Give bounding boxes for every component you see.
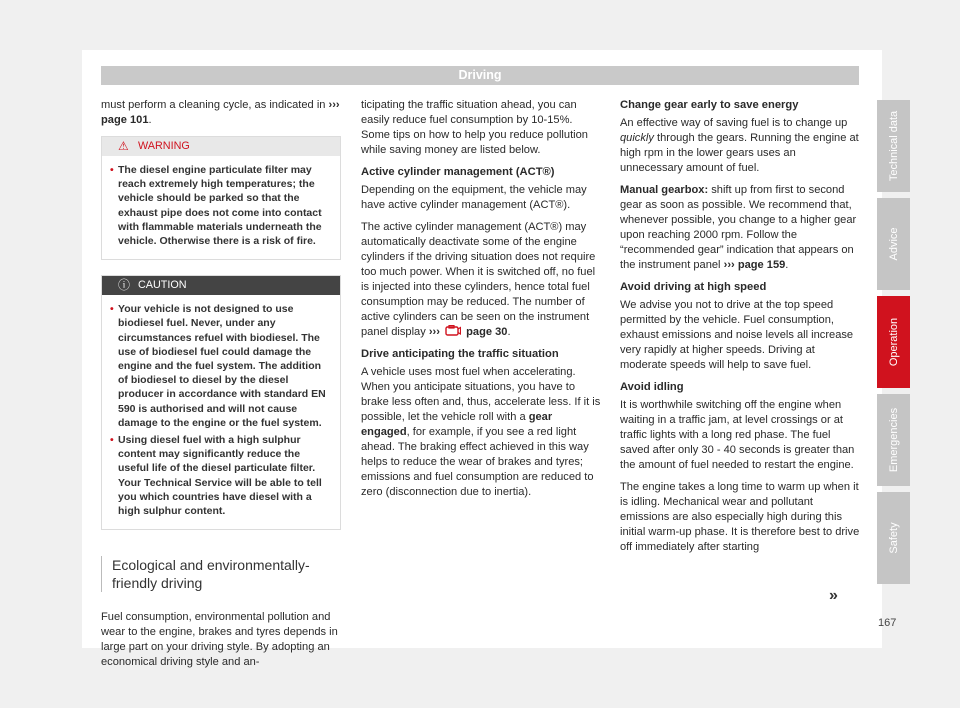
body-paragraph: We advise you not to drive at the top speed permitted by the vehicle. Fuel consumption, exhaust emissions and noise levels all increase very rapidly at higher speeds. Driving at moderate speeds will help to save fuel. [620,299,854,371]
label-manual-gearbox: Manual gearbox: [620,184,709,196]
warning-box [101,136,341,260]
caution-info-icon: ⓘ [118,278,131,293]
body-paragraph: Manual gearbox: shift up from first to second gear as soon as possible. We recommend that, whenever possible, you change to a higher gear upon reaching 2000 rpm. Follow the “recommended gear” indication that appears on the instrument panel ››› page 159. [620,184,857,271]
caution-header: ⓘ CAUTION [102,276,340,295]
subheading-act: Active cylinder management (ACT®) [361,166,555,178]
continued-marker: » [829,587,838,604]
page-link-101[interactable]: page 101 [101,114,149,126]
body-paragraph: The engine takes a long time to warm up when it is idling. Mechanical wear and pollutant emissions are also especially high during this initial warm-up phase. It is therefore best to drive off immediately after starting [620,481,860,553]
warning-body [102,156,340,259]
tab-technical-data[interactable]: Technical data [877,100,910,192]
subheading-speed: Avoid driving at high speed [620,281,767,293]
page-header: Driving [101,66,859,85]
body-paragraph: A vehicle uses most fuel when accelerating. When you anticipate situations, you have to brake less often and, thus, accelerate less. If it is possible, let the vehicle roll with a gear engaged, for example, if you see a red light ahead. The braking effect achieved in this way helps to reduce the wear of brakes and tyres; emissions and fuel consumption are reduced to zero (disconnection due to inertia). [361,366,601,498]
body-paragraph: The active cylinder management (ACT®) may automatically deactivate some of the engine cylinders if the driving situation does not require too much power. When it is switched off, no fuel is injected into these cylinders, hence total fuel consumption may be reduced. The number of active cylinders can be seen on the instrument panel display ››› page 30. [361,221,596,338]
tab-operation[interactable]: Operation [877,296,910,388]
display-camera-icon [445,325,461,336]
warning-header: ⚠ WARNING [102,137,340,156]
ref-arrow: ››› [723,259,735,271]
subheading-gear: Change gear early to save energy [620,99,799,111]
body-paragraph: An effective way of saving fuel is to change up quickly through the gears. Running the engine at high rpm in the lower gears uses an unnecessary amount of fuel. [620,117,859,174]
tab-advice[interactable]: Advice [877,198,910,290]
column-middle [361,98,601,507]
tab-safety[interactable]: Safety [877,492,910,584]
section-title: Ecological and environmentally-friendly driving [101,556,341,592]
body-paragraph: Depending on the equipment, the vehicle may have active cylinder management (ACT®). [361,184,587,211]
warning-item: • The diesel engine particulate filter may reach extremely high temperatures; the vehicle should be parked so that the exhaust pipe does not come into contact with flammable materials underneath the vehicle. Otherwise there is a risk of fire. [110,163,332,248]
page-link-30[interactable]: page 30 [466,326,508,338]
caution-item: • Using diesel fuel with a high sulphur content may significantly reduce the useful life of the diesel particulate filter. Your Technical Service will be able to tell you which countries have diesel with a high sulphur content. [110,433,332,518]
caution-body [102,295,340,529]
warning-triangle-icon: ⚠ [118,139,129,153]
column-right [620,98,860,562]
subheading-anticipate: Drive anticipating the traffic situation [361,348,559,360]
caution-item: • Your vehicle is not designed to use biodiesel fuel. Never, under any circumstances refuel with biodiesel. The use of biodiesel fuel could damage the engine and the fuel system. The addition of biodiesel to diesel by the diesel producer in accordance with standard EN 590 is authorised and will not cause damage to the engine or the fuel system. [110,302,332,430]
body-paragraph: It is worthwhile switching off the engine when waiting in a traffic jam, at level crossings or at traffic lights with a long red phase. The fuel saved after only 30 - 40 seconds is greater than the amount of fuel needed to restart the engine. [620,399,855,471]
caution-box [101,275,341,530]
subheading-idle: Avoid idling [620,381,684,393]
page-number: 167 [878,617,897,629]
page-link-159[interactable]: page 159 [737,259,786,271]
tab-emergencies[interactable]: Emergencies [877,394,910,486]
intro-paragraph: must perform a cleaning cycle, as indicated in ››› page 101. [101,99,340,126]
emphasis: quickly [620,132,654,144]
body-paragraph: ticipating the traffic situation ahead, you can easily reduce fuel consumption by 10-15%. Some tips on how to help you reduce pollution while saving money are listed below. [361,99,588,156]
ref-arrow: ››› [328,99,340,111]
bold-term: gear engaged [361,411,553,438]
column-left [101,98,341,677]
ref-arrow: ››› [428,326,440,338]
body-paragraph: Fuel consumption, environmental pollution and wear to the engine, brakes and tyres depends in large part on your driving style. By adopting an economical driving style and an- [101,611,338,669]
